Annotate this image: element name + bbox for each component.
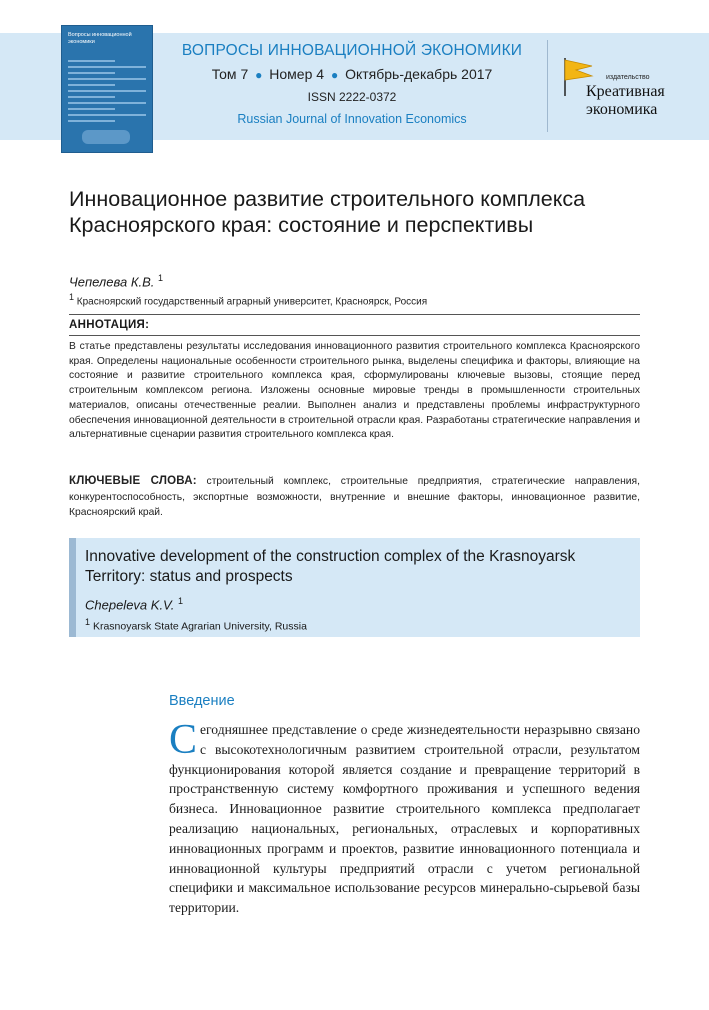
publisher-name-line1: Креативная: [586, 83, 665, 100]
divider: [69, 335, 640, 336]
journal-title: ВОПРОСЫ ИННОВАЦИОННОЙ ЭКОНОМИКИ: [181, 42, 523, 59]
journal-title-en: Russian Journal of Innovation Economics: [237, 112, 467, 126]
article-title-en: Innovative development of the construction complex of the Krasnoyarsk Territory: status and prospects: [85, 548, 576, 585]
author-sup-ru: 1: [158, 273, 164, 283]
journal-header: [147, 40, 557, 129]
author-ru: [69, 273, 163, 289]
bullet-icon: ●: [255, 68, 263, 82]
author-name-en: Chepeleva K.V.: [85, 597, 175, 613]
affiliation-text-ru: Красноярский государственный аграрный университет, Красноярск, Россия: [76, 296, 428, 308]
intro-paragraph: [169, 717, 640, 918]
dropcap: С: [169, 717, 198, 763]
journal-issue: [147, 63, 557, 86]
publisher-name-line2: экономика: [586, 101, 658, 118]
english-abstract-block: [69, 538, 640, 637]
keywords-text: строительный комплекс, строительные предприятия, стратегические направления, конкурентоспособность, экспортные возможности, внутренние и внешние факторы, инновационное развитие, Красноярский край.: [69, 476, 640, 518]
journal-number: Номер 4: [269, 66, 325, 82]
journal-issn: ISSN 2222-0372: [307, 90, 397, 104]
journal-period: Октябрь-декабрь 2017: [345, 66, 493, 82]
divider: [69, 314, 640, 315]
affiliation-sup-en: 1: [85, 617, 91, 627]
affiliation-sup-ru: 1: [69, 292, 75, 302]
cover-title: Вопросы инновационной экономики: [68, 32, 132, 45]
annotation-text: В статье представлены результаты исследования инновационного развития строительного комплекса Красноярского края. Определены национальные особенности строительного рынка, выделены специфика и факторы, влияющие на состояние и развитие строительного комплекса края, сформулированы ключевые вызовы, стоящие перед строительным комплексом региона. Изложены основные мировые тренды в промышленности строительных материалов, описаны отечественные реалии. Выполнен анализ и представлены проблемы инфраструктурного обеспечения инновационной деятельности в строительной отрасли края. Разработаны стратегические направления и альтернативные сценарии развития строительного комплекса края.: [69, 341, 640, 441]
journal-volume: Том 7: [211, 66, 249, 82]
bullet-icon: ●: [330, 68, 339, 82]
affiliation-en: [85, 617, 307, 633]
intro-heading: Введение: [169, 693, 235, 709]
header-divider: [547, 40, 548, 132]
cover-contents: [68, 60, 146, 126]
affiliation-ru: [69, 292, 427, 307]
keywords-label: КЛЮЧЕВЫЕ СЛОВА:: [69, 475, 197, 487]
intro-text: егодняшнее представление о среде жизнедеятельности неразрывно связано с высокотехнологичным развитием строительной отрасли, результатом функционирования которой является создание и превращение территорий в пространственную систему комфортного проживания и успешного ведения бизнеса. Инновационное развитие строительного комплекса предполагает реализацию национальных, региональных, отраслевых и корпоративных инновационных программ и проектов, развитие инновационного потенциала и инновационной культуры предприятий отрасли с учетом региональной специфики и максимальное использование ресурсов минерально-сырьевой базы территории.: [169, 722, 640, 916]
author-name-ru: Чепелева К.В.: [69, 274, 155, 290]
author-sup-en: 1: [178, 596, 184, 606]
annotation-label: АННОТАЦИЯ:: [69, 319, 150, 331]
author-en: [85, 596, 183, 612]
article-title-ru: Инновационное развитие строительного комплекса Красноярского края: состояние и перспективы: [69, 187, 586, 237]
journal-cover: [61, 25, 153, 153]
keywords: [69, 474, 640, 521]
publisher-label: издательство: [606, 74, 650, 81]
affiliation-text-en: Krasnoyarsk State Agrarian University, Russia: [92, 620, 307, 633]
cover-map-icon: [82, 130, 130, 144]
